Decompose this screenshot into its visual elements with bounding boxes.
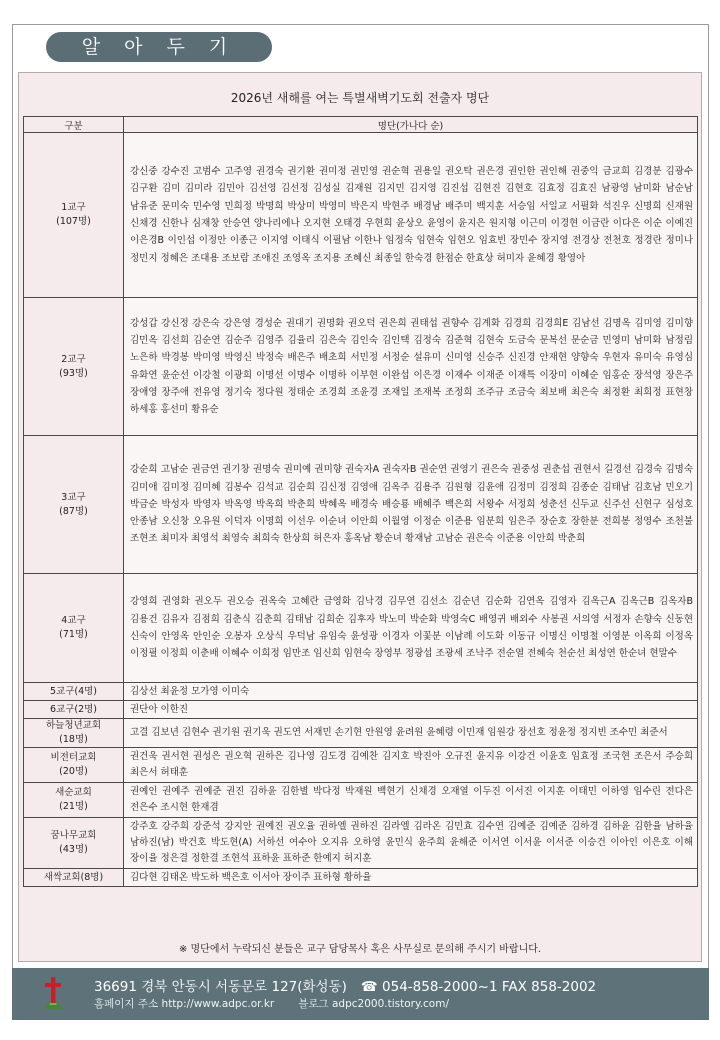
table-row xyxy=(24,869,698,887)
notice-text: ※ 명단에서 누락되신 분들은 교구 담당목사 혹은 사무실로 문의해 주시기 바랍니다. xyxy=(178,944,542,955)
homepage-link[interactable]: 홈페이지 주소 http://www.adpc.or.kr xyxy=(94,998,275,1010)
category-count: (21명) xyxy=(59,801,88,812)
row-names: 권단아 이한진 xyxy=(124,701,698,719)
row-names: 강신중 강수진 고범수 고주영 권경숙 권기환 권미정 권민영 권순혁 권용일 권오탁 권은경 권인한 권인해 권중익 금교희 김경분 김광수 김구환 김미 김미라 김민아 김선영 김선정 김성실 김재원 김지민 김지영 김진섭 김현진 김현호 김효정 김효진 남광영 남미화 남순남 남유준 문미숙 민수영 민희정 박명희 박상미 박영미 박은지 박현주 배경남 배주미 백지훈 서승임 서일교 서필화 석진우 신명희 신재원 신채경 신한나 심재창 안승연 양나리에나 오지현 오태경 우현희 윤상오 윤영이 윤지은 원지형 이근미 이경현 이금란 이다은 이순 이예진 이은경B 이인섭 이정안 이종근 이지영 이태식 이필남 이한나 임정숙 임현숙 임현오 임효빈 장민수 장지영 전경상 전천호 정경란 정미나 정민지 정혜은 조대용 조보람 조애진 조영옥 조지용 조혜신 최종일 한숙경 한점순 한효상 허미자 윤혜경 황영아 xyxy=(124,133,698,298)
row-names: 김상선 최윤정 모가영 이미숙 xyxy=(124,683,698,701)
category-count: (18명) xyxy=(59,734,88,745)
category-count: (93명) xyxy=(59,367,88,379)
table-row xyxy=(24,748,698,783)
table-row xyxy=(24,574,698,683)
member-table xyxy=(23,116,698,887)
table-row xyxy=(24,298,698,436)
contact-line xyxy=(94,975,610,995)
category-name: 4교구 xyxy=(61,615,86,626)
column-header-names: 명단(가나다 순) xyxy=(124,117,698,133)
category-name: 1교구 xyxy=(61,202,86,213)
row-category xyxy=(24,783,124,818)
row-names: 권건욱 권서현 권성은 권오혁 권하은 김나영 김도경 김예찬 김지호 박진아 오규진 윤지유 이강건 이윤호 임효정 조국현 조은서 주승희 최은서 허태훈 xyxy=(124,748,698,783)
category-count: (107명) xyxy=(56,216,91,227)
row-category xyxy=(24,748,124,783)
table-row xyxy=(24,133,698,298)
row-names: 권예인 권예주 권예준 권진 김하윤 김한별 박다정 박재원 백현기 신채경 오재열 이두진 이서진 이지훈 이태민 이하영 임수린 전다은 전은수 조시현 한재겸 xyxy=(124,783,698,818)
blog-link[interactable]: 블로그 adpc2000.tistory.com/ xyxy=(298,998,449,1010)
church-address: 36691 경북 안동시 서동문로 127(화성동) xyxy=(94,979,347,995)
row-category: 새싹교회(8명) xyxy=(24,869,124,887)
row-names: 강순희 고남순 권금연 권기창 권명숙 권미예 권미향 권숙자A 권숙자B 권순연 권영기 권은숙 권중성 권춘섭 권현서 길경선 김경숙 김명숙 김미애 김미정 김미혜 김봉수 김석교 김순희 김신정 김영애 김옥주 김용주 김원형 김윤애 김정미 김정희 김종순 김태남 김호남 민오기 박금순 박성자 박영자 박옥영 박옥희 박춘희 박혜옥 배경숙 배승룡 배혜주 백은희 서왕수 서정희 성춘선 신두교 신주선 신현구 심성호 안종남 오신창 오유원 이덕자 이명희 이선우 이순녀 이안희 이월영 이정순 이준용 임분희 임은주 장순호 장한분 전희봉 정영수 조천불 조현조 최미자 최영석 최영숙 최희숙 한상희 허은자 홍옥남 황순녀 황재남 고남순 권은숙 이준용 이안희 박춘희 xyxy=(124,436,698,574)
row-category xyxy=(24,818,124,869)
row-category xyxy=(24,298,124,436)
category-count: (43명) xyxy=(59,844,88,855)
row-names: 강주호 강주희 강준석 강지안 권예진 권오율 권하엘 권하진 김라엘 김라온 김민효 김수연 김예준 김예준 김하경 김하윤 김한율 남하율 남하진(남) 박건호 박도현(A) 서하선 여수아 오지유 오하영 윤민식 윤주희 윤해준 이서연 이서윤 이서준 이승건 이아인 이은호 이해 장이율 정은결 정한결 조현석 표하윤 표하준 한예지 허지훈 xyxy=(124,818,698,869)
table-row xyxy=(24,783,698,818)
category-count: (20명) xyxy=(59,766,88,777)
category-name: 하늘청년교회 xyxy=(45,720,102,731)
web-line xyxy=(94,996,473,1011)
row-category: 5교구(4명) xyxy=(24,683,124,701)
category-name: 2교구 xyxy=(61,353,86,365)
category-count: (87명) xyxy=(59,505,88,517)
list-title: 2026년 새해를 여는 특별새벽기도회 전출자 명단 xyxy=(230,91,490,105)
row-category: 6교구(2명) xyxy=(24,701,124,719)
table-row xyxy=(24,719,698,748)
row-names: 고결 김보년 김현수 권기원 권기욱 권도연 서재민 손기현 안원영 윤려원 윤혜령 이민재 임원강 장선호 정윤정 정지빈 조수민 최준서 xyxy=(124,719,698,748)
church-phone: ☎ 054-858-2000~1 FAX 858-2002 xyxy=(360,979,597,995)
category-count: (71명) xyxy=(59,629,88,640)
section-title-badge: 알 아 두 기 xyxy=(46,32,272,62)
row-category xyxy=(24,436,124,574)
row-category xyxy=(24,133,124,298)
category-name: 3교구 xyxy=(61,491,86,503)
table-row xyxy=(24,436,698,574)
table-row xyxy=(24,683,698,701)
row-category xyxy=(24,719,124,748)
row-names: 김다현 김태온 박도하 백은호 이서아 장이주 표하형 황하율 xyxy=(124,869,698,887)
category-name: 비전터교회 xyxy=(50,752,97,763)
church-cross-logo-icon xyxy=(40,975,66,1011)
category-name: 새순교회 xyxy=(55,787,92,798)
category-name: 꿈나무교회 xyxy=(50,830,97,841)
row-names: 강영희 권영화 권오두 권오승 권옥숙 고혜란 금영화 김낙경 김무연 김선소 김순년 김순화 김연옥 김영자 김옥근A 김옥근B 김옥자B 김용건 김유자 김점희 김춘식 김춘희 김태남 김희순 김후자 박노미 박순화 박영숙C 배영귀 배외수 사봉권 서의영 서정자 손향숙 신동현 신숙이 안영옥 안인순 오봉자 오상식 우덕남 유임숙 윤성광 이경자 이꽃분 이남례 이도화 이동규 이명신 이명철 이영분 이옥희 이정옥 이정필 이정희 이춘배 이혜수 이희정 임만조 임신희 임현숙 장영부 정광섭 조광세 조낙주 전순열 전혜숙 천순선 최성연 한순녀 현말수 xyxy=(124,574,698,683)
table-header-row xyxy=(24,117,698,133)
table-row xyxy=(24,818,698,869)
row-names: 강성갑 강신정 강은숙 강은영 경성순 권대기 권명화 권오덕 권은희 권태섭 권향수 김계화 김경희 김경희E 김남선 김명옥 김미영 김미향 김민옥 김선희 김순연 김순주 김영주 김율리 김은숙 김인숙 김인택 김정숙 김준혁 김현숙 도금숙 문복선 문순금 민영미 남미화 남정림 노은하 박경봉 박미영 박영신 박정숙 배은주 배초희 서민정 서정순 설유미 신미영 신승주 신진경 안재현 양향숙 우현자 유미숙 유영심 유화연 윤순선 이강철 이광희 이명선 이명수 이명하 이부현 이완섭 이은경 이재수 이재준 이재특 이장미 이혜순 임홍순 장석영 장은주 장애영 장주애 전유영 정기숙 정다원 정태순 조경희 조윤경 조재일 조재복 조정희 조주규 조금숙 최보배 최은숙 최정환 최희정 표현창 하세홍 홍선미 황유순 xyxy=(124,298,698,436)
row-category xyxy=(24,574,124,683)
column-header-category: 구분 xyxy=(24,117,124,133)
table-row xyxy=(24,701,698,719)
